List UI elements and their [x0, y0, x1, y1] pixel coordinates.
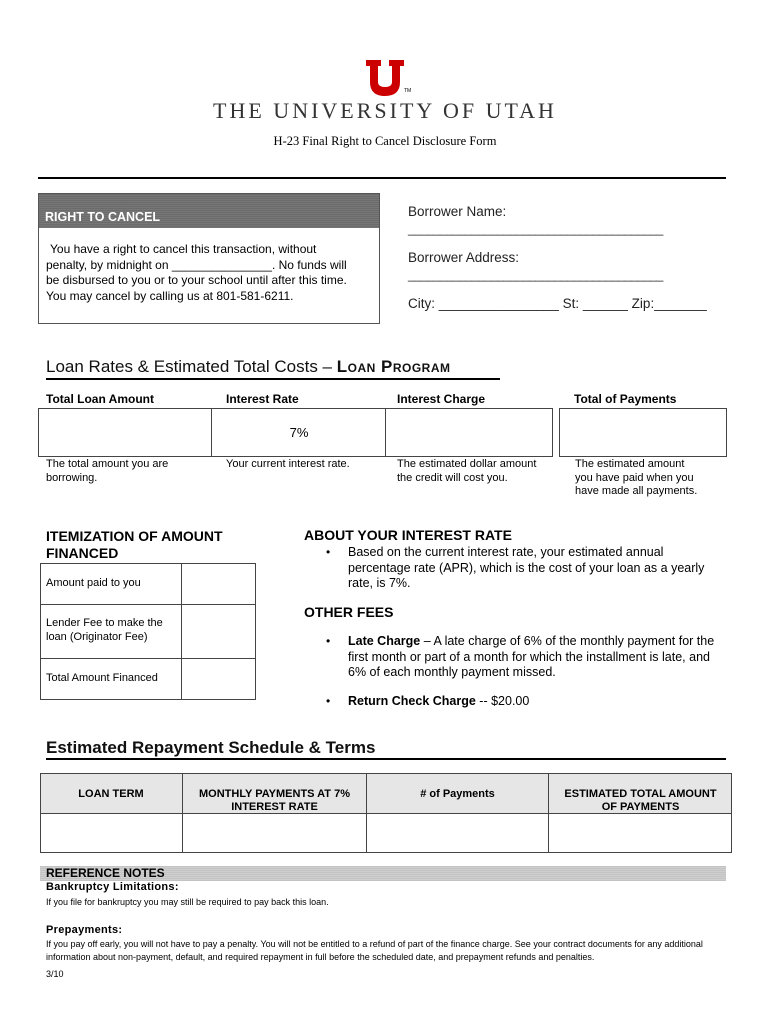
bankruptcy-text: If you file for bankruptcy you may still be required to pay back this loan. [46, 897, 329, 907]
desc-line: Your current interest rate. [226, 458, 350, 470]
borrower-name-label: Borrower Name: [408, 204, 507, 219]
label-line: Lender Fee to make the [46, 617, 163, 629]
form-title: H-23 Final Right to Cancel Disclosure Form [273, 134, 497, 148]
col-header-total-of-payments: Total of Payments [574, 392, 677, 406]
col-header-interest-charge: Interest Charge [397, 392, 486, 406]
repayment-schedule-title: Estimated Repayment Schedule & Terms [46, 738, 376, 757]
interest-rate-desc [226, 458, 350, 472]
desc-line: borrowing. [46, 471, 98, 484]
loan-program-label: Loan Program [336, 357, 451, 376]
about-interest-rate-heading: ABOUT YOUR INTEREST RATE [304, 527, 512, 543]
total-amount-financed-field[interactable] [182, 659, 255, 699]
right-to-cancel-heading: RIGHT TO CANCEL [45, 210, 161, 224]
university-name: THE UNIVERSITY OF UTAH [213, 98, 557, 123]
interest-rate-bullet-text: Based on the current interest rate, your estimated annual percentage rate (APR), which is the cost of your loan as a yearly rate, is 7%. [348, 545, 705, 590]
return-check-desc: -- $20.00 [475, 694, 530, 708]
total-loan-amount-desc [46, 458, 168, 485]
desc-line: you have paid when you [575, 471, 694, 484]
total-of-payments-desc [575, 458, 697, 499]
header-line: LOAN TERM [78, 788, 144, 800]
lender-fee-field[interactable] [182, 605, 255, 658]
header-line: MONTHLY PAYMENTS AT 7% [199, 788, 350, 800]
repayment-underline [46, 758, 726, 760]
desc-line: The estimated amount [575, 458, 685, 470]
amount-paid-label [46, 577, 141, 591]
loan-rates-title [46, 357, 451, 377]
label-line: Total Amount Financed [46, 672, 158, 684]
lender-fee-label [46, 617, 163, 644]
right-to-cancel-text [46, 242, 372, 304]
repayment-col-loan-term [40, 788, 182, 801]
total-amount-financed-label [46, 672, 158, 686]
loan-rates-underline [46, 378, 500, 380]
itemization-title-line: FINANCED [46, 545, 119, 561]
total-loan-amount-field[interactable] [38, 408, 212, 457]
col-header-total-loan-amount: Total Loan Amount [46, 392, 154, 406]
itemization-title [46, 528, 223, 562]
header-line: INTEREST RATE [231, 801, 318, 813]
university-of-utah-logo-icon [366, 60, 404, 96]
bullet-icon: • [326, 634, 331, 648]
repayment-col-estimated-total [549, 788, 732, 814]
repayment-col-num-payments [367, 788, 548, 801]
borrower-address-field[interactable]: ________________________________________ [408, 268, 663, 282]
form-version: 3/10 [46, 969, 64, 979]
col-header-interest-rate: Interest Rate [226, 392, 299, 406]
desc-line: The total amount you are [46, 458, 169, 470]
prepayments-heading: Prepayments: [46, 924, 123, 936]
header-line: # of Payments [420, 788, 495, 800]
estimated-total-field[interactable] [549, 814, 731, 852]
desc-line: The estimated dollar amount [397, 458, 537, 470]
monthly-payment-field[interactable] [183, 814, 366, 852]
interest-charge-field[interactable] [385, 408, 553, 457]
interest-charge-desc [397, 458, 536, 485]
right-to-cancel-line: You have a right to cancel this transaction, without [50, 242, 317, 256]
header-divider [38, 177, 726, 179]
late-charge-desc: – A late charge of 6% of the monthly payment for the first month or part of a month for which the installment is late, and 6% of each monthly payment missed. [348, 634, 715, 679]
other-fees-heading: OTHER FEES [304, 604, 394, 620]
desc-line: have made all payments. [575, 485, 698, 497]
bullet-icon: • [326, 545, 331, 559]
city-state-zip-field[interactable]: City: ________________ St: ______ Zip:_______ [408, 296, 707, 311]
total-of-payments-field[interactable] [559, 408, 727, 457]
right-to-cancel-header [39, 194, 379, 228]
borrower-name-field[interactable]: ________________________________________ [408, 222, 663, 236]
itemization-title-line: ITEMIZATION OF AMOUNT [46, 528, 223, 544]
late-charge-label: Late Charge [348, 634, 421, 648]
interest-rate-value: 7% [289, 425, 309, 440]
label-line: loan (Originator Fee) [46, 630, 148, 643]
header-line: OF PAYMENTS [601, 801, 680, 813]
late-charge-text [348, 634, 720, 681]
borrower-address-label: Borrower Address: [408, 250, 520, 265]
loan-term-field[interactable] [41, 814, 182, 852]
header-line: ESTIMATED TOTAL AMOUNT [564, 788, 717, 800]
trademark-mark: TM [404, 88, 412, 94]
loan-rates-title-main: Loan Rates & Estimated Total Costs – [46, 357, 337, 376]
repayment-col-monthly-payments [183, 788, 366, 814]
reference-notes-title: REFERENCE NOTES [46, 866, 165, 880]
right-to-cancel-line: be disbursed to you or to your school until after this time. [46, 273, 347, 287]
num-payments-field[interactable] [367, 814, 548, 852]
label-line: Amount paid to you [46, 577, 141, 589]
bankruptcy-heading: Bankruptcy Limitations: [46, 881, 179, 893]
desc-line: the credit will cost you. [397, 471, 508, 484]
return-check-label: Return Check Charge [348, 694, 476, 708]
return-check-text [348, 694, 720, 710]
amount-paid-field[interactable] [182, 564, 255, 604]
bullet-icon: • [326, 694, 331, 708]
prepayments-text: If you pay off early, you will not have to pay a penalty. You will not be entitled to a refund of part of the finance charge. See your contract documents for any additional information about non-payment, default, and required repayment in full before the scheduled date, and prepayment refunds and penalties. [46, 939, 703, 962]
right-to-cancel-line: You may cancel by calling us at 801-581-6211. [46, 288, 294, 303]
right-to-cancel-line: penalty, by midnight on _______________. No funds will [46, 257, 347, 272]
